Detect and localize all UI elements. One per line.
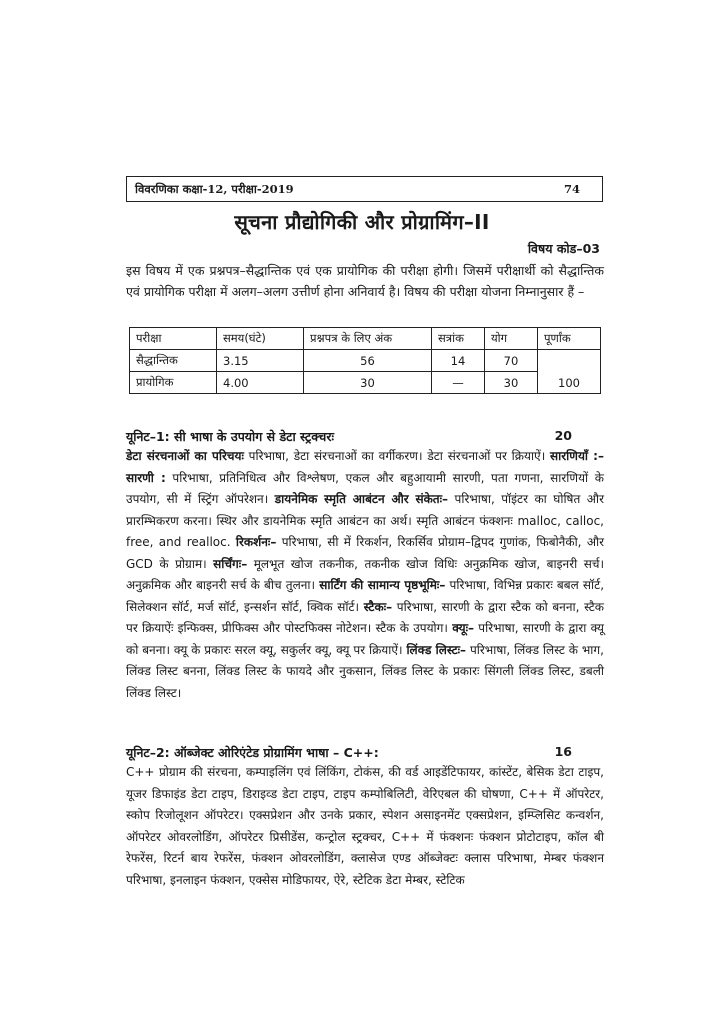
topic-text: परिभाषा, डेटा संरचनाओं का वर्गीकरण। डेटा संरचनाओं पर क्रियाऐं। [243,449,551,463]
unit2-title: यूनिट–2: ऑब्जेक्ट ओरिएंटेड प्रोग्रामिंग भाषा – C++: [126,745,379,760]
topic-text: मूलभूत खोज तकनीक, तकनीक खोज विधिः अनुक्रमिक खोज, बाइनरी सर्च। अनुक्रमिक और बाइनरी सर्च के बीच तुलना। [126,556,604,592]
table-cell: 4.00 [217,372,304,394]
unit1-marks: 20 [554,428,572,443]
document-title: सूचना प्रौद्योगिकी और प्रोग्रामिंग–II [234,210,490,234]
table-cell: 56 [304,350,432,372]
table-header-cell: प्रश्नपत्र के लिए अंक [304,328,432,350]
header-booklet-title: विवरणिका कक्षा-12, परीक्षा-2019 [135,181,294,196]
table-cell: सैद्धान्तिक [130,350,217,372]
table-header-cell: योग [485,328,538,350]
table-header-cell: परीक्षा [130,328,217,350]
table-cell: 14 [432,350,485,372]
unit2-heading [126,744,572,761]
topic-label: सारणियाँ :– सारणी : [126,449,604,485]
table-row [130,372,601,394]
table-cell: 70 [485,350,538,372]
unit2-marks: 16 [554,744,572,759]
table-cell: 30 [304,372,432,394]
unit1-title: यूनिट–1: सी भाषा के उपयोग से डेटा स्ट्रक्चरः [126,429,334,444]
topic-text: परिभाषा, प्रतिनिधित्व और विश्लेषण, एकल और बहुआयामी सारणी, पता गणना, सारणियों के उपयोग, सी में स्ट्रिंग ऑपरेशन। [126,470,605,506]
topic-text: परिभाषा, पॉइंटर का घोषित और प्रारम्भिकरण करना। स्थिर और डायनेमिक स्मृति आबंटन का अर्थ। स्मृति आबंटन फंक्शनः malloc, calloc, free, and realloc. [126,492,604,549]
exam-scheme-table [129,327,601,394]
total-marks-cell: 100 [538,350,601,394]
unit2-content: C++ प्रोग्राम की संरचना, कम्पाइलिंग एवं लिंकिंग, टोकंस, की वर्ड आइडेंटिफायर, कांस्टेंट, बेसिक डेटा टाइप, यूजर डिफाइंड डेटा टाइप, डिराइव्ड डेटा टाइप, टाइप कम्पोबिलिटी, वेरिएबल की घोषणा, C++ में ऑपरेटर, स्कोप रिजोलूशन ऑपरेटर। एक्सप्रेशन और उनके प्रकार, स्पेशन असाइनमेंट एक्सप्रेशन, इम्प्लिसिट कन्वर्शन, ऑपरेटर ओवरलोडिंग, ऑपरेटर प्रिसीडेंस, कन्ट्रोल स्ट्रक्चर, C++ में फंक्शनः फंक्शन प्रोटोटाइप, कॉल बी रेफरेंस, रिटर्न बाय रेफरेंस, फंक्शन ओवरलोडिंग, क्लासेज एण्ड ऑब्जेक्टः क्लास परिभाषा, मेम्बर फंक्शन परिभाषा, इनलाइन फंक्शन, एक्सेस मोडिफायर, ऐरे, स्टेटिक डेटा मेम्बर, स्टेटिक [126,765,604,887]
table-header-cell: सत्रांक [432,328,485,350]
table-header-cell: समय(घंटे) [217,328,304,350]
table-cell: 3.15 [217,350,304,372]
topic-text: परिभाषा, सारणी के द्वारा स्टैक को बनना, स्टैक पर क्रियाऐंः इन्फिक्स, प्रीफिक्स और पोस्टफिक्स नोटेशन। स्टैक के उपयोग। [126,599,605,635]
topic-label: सार्टिंग की सामान्य पृष्ठभूमिः– [319,578,446,592]
topic-text: परिभाषा, विभिन्न प्रकारः बबल सॉर्ट, सिलेक्शन सॉर्ट, मर्ज सॉर्ट, इन्सर्शन सॉर्ट, क्विक सॉर्ट। [126,578,605,614]
topic-label: डायनेमिक स्मृति आबंटन और संकेतः– [274,492,449,506]
table-cell: 30 [485,372,538,394]
topic-text: परिभाषा, लिंक्ड लिस्ट के भाग, लिंक्ड लिस्ट बनना, लिंक्ड लिस्ट के फायदे और नुकसान, लिंक्ड लिस्ट के प्रकारः सिंगली लिंक्ड लिस्ट, डबली लिंक्ड लिस्ट। [126,642,604,700]
table-row [130,350,601,372]
table-header-row [130,328,601,350]
topic-label: डेटा संरचनाओं का परिचयः [126,449,244,463]
topic-label: लिंक्ड लिस्टः– [406,642,467,657]
unit1-heading [126,428,572,445]
topic-label: रिकर्शनः– [235,535,277,549]
page-header [126,176,603,202]
topic-label: सर्चिंगः– [213,556,248,571]
unit1-content [126,446,604,704]
table-header-cell: पूर्णांक [538,328,601,350]
intro-paragraph: इस विषय में एक प्रश्नपत्र–सैद्धान्तिक एवं एक प्रायोगिक की परीक्षा होगी। जिसमें परीक्षार्थी को सैद्धान्तिक एवं प्रायोगिक परीक्षा में अलग–अलग उत्तीर्ण होना अनिवार्य है। विषय की परीक्षा योजना निम्नानुसार हैं – [126,263,604,299]
subject-code: विषय कोड–03 [527,241,600,256]
topic-text: परिभाषा, सारणी के द्वारा क्यू को बनना। क्यू के प्रकारः सरल क्यू, सकुर्लर क्यू, क्यू पर क्रियाऐं। [126,621,605,657]
topic-text: परिभाषा, सी में रिकर्शन, रिकर्सिव प्रोग्राम–द्विपद गुणांक, फिबोनैकी, और GCD के प्रोग्राम। [126,535,604,571]
topic-label: स्टैकः– [363,599,393,614]
table-cell: — [432,372,485,394]
topic-label: क्यूः– [452,621,475,635]
page-number: 74 [563,182,580,196]
table-cell: प्रायोगिक [130,372,217,394]
